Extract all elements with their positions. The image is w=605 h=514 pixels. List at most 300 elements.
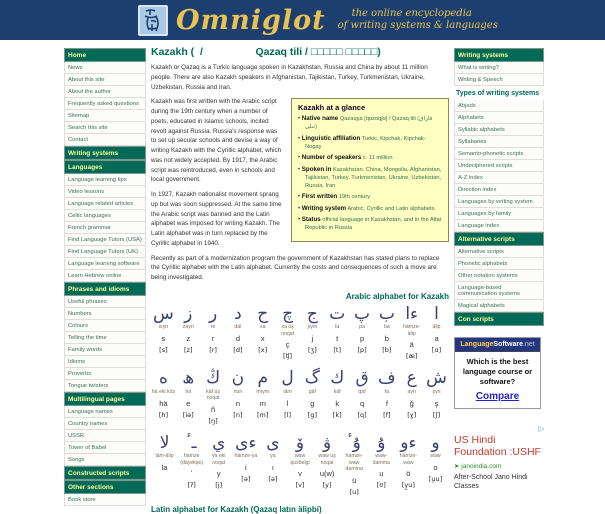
sidebar-link[interactable]: Tongue twisters — [64, 380, 146, 392]
alphabet-letter — [250, 369, 275, 425]
sidebar-section — [64, 160, 146, 282]
alphabet-letter — [205, 434, 232, 496]
alphabet-letter — [374, 305, 399, 361]
sidebar-section-header: Writing systems — [64, 146, 146, 160]
letter-name: hämze-waw damma — [345, 453, 363, 473]
arabic-glyph: ۆ — [295, 432, 305, 453]
alphabet-row — [151, 305, 449, 361]
latin-equivalent: i — [244, 463, 247, 473]
sidebar-section — [64, 282, 146, 392]
latin-equivalent: ş — [434, 398, 439, 408]
sidebar-section — [64, 480, 146, 506]
latin-equivalent: ü — [352, 475, 357, 485]
ipa-value: [y̯u] — [401, 481, 415, 490]
latin-equivalent: ç — [285, 340, 290, 350]
alphabet-letter — [151, 434, 178, 496]
ipa-value: [h] — [158, 410, 169, 419]
arabic-glyph: ف — [378, 368, 396, 389]
sidebar-link[interactable]: Language index — [454, 220, 544, 232]
latin-equivalent: z — [186, 334, 191, 344]
latin-equivalent: n — [235, 398, 240, 408]
letter-name: ya eki noqat — [211, 453, 226, 466]
letter-name: qaf — [358, 388, 366, 395]
sidebar-link[interactable]: Find Language Tutors (UK) — [64, 246, 146, 258]
ipa-value: [ə] — [268, 475, 278, 484]
arabic-glyph: ع — [406, 368, 417, 389]
arabic-glyph: ر — [208, 303, 218, 324]
fact-value: Arabic, Cyrillic and Latin alphabets — [347, 205, 435, 212]
language-software-ad[interactable] — [454, 337, 541, 409]
fact-value: official language in Kazakhstan, and in the Altai Republic in Russia — [305, 217, 442, 232]
letter-name: waw-damma — [372, 453, 390, 466]
latin-equivalent: q — [359, 398, 365, 408]
glance-fact — [298, 115, 442, 132]
ad-display-url[interactable]: ➤ janoindia.com — [454, 463, 502, 471]
arabic-glyph: ڭ — [206, 368, 221, 389]
bullet-icon: • — [298, 166, 302, 173]
sidebar-link[interactable]: Language names — [64, 406, 146, 418]
latin-equivalent: t — [336, 334, 339, 344]
sidebar-link[interactable]: Tower of Babel — [64, 442, 146, 454]
ipa-value: [r] — [209, 346, 217, 355]
alphabet-letter — [286, 434, 313, 496]
arabic-alphabet-table — [151, 305, 449, 496]
ipa-value: [ɑ] — [431, 346, 442, 355]
ipa-value: [z] — [184, 346, 193, 355]
glance-fact — [298, 154, 442, 163]
ipa-value: [v] — [295, 481, 305, 490]
letter-name: nun — [233, 388, 243, 395]
sidebar-section — [64, 392, 146, 466]
letter-name: hä eki köz — [151, 388, 176, 395]
ipa-value: [q] — [357, 410, 367, 419]
kazakh-at-a-glance-box — [291, 98, 449, 241]
compare-link[interactable]: Compare — [475, 391, 520, 403]
glance-fact — [298, 166, 442, 191]
ipa-value: [b] — [382, 346, 392, 355]
tagline-line1: the online encyclopedia — [351, 7, 472, 19]
history-paragraph-3: Recently as part of a modernization program the government of Kazakhstan has stated plans to replace the Cyrillic alphabet with the Latin alphabet. Currently the costs and consequences of such a move are being investigated. — [151, 254, 440, 281]
latin-equivalent: y — [216, 469, 221, 479]
latin-equivalent: j — [311, 334, 314, 344]
arabic-glyph: د — [234, 303, 242, 324]
ipa-value: [ə] — [241, 475, 251, 484]
latin-equivalent: v — [298, 469, 302, 479]
arabic-glyph: ك — [330, 368, 345, 389]
latin-equivalent: m — [259, 398, 266, 408]
main-content — [151, 46, 449, 514]
con-scripts-header: Con scripts — [454, 312, 544, 326]
types-links — [454, 100, 544, 232]
bullet-icon: • — [298, 217, 302, 224]
alphabet-letter — [151, 305, 176, 361]
sidebar-link[interactable]: Country names — [64, 418, 146, 430]
arabic-glyph: ۋ — [323, 432, 332, 453]
ipa-value: [ʔ] — [187, 481, 196, 490]
types-of-writing-systems-header: Types of writing systems — [456, 90, 540, 97]
sidebar-link[interactable]: Contact — [64, 134, 146, 146]
sidebar-link[interactable]: Learn Hebrew online — [64, 270, 146, 282]
letter-name: gäf — [308, 388, 316, 395]
latin-equivalent: a — [434, 334, 439, 344]
sidebar-link[interactable]: Alternative scripts — [454, 246, 544, 258]
letter-name: waw üş noqat — [318, 453, 336, 466]
ipa-value: [ʧ] — [283, 352, 293, 361]
sidebar-link[interactable]: Colours — [64, 320, 146, 332]
sidebar-link[interactable]: Frequently asked questions — [64, 98, 146, 110]
latin-equivalent: la — [161, 463, 168, 473]
alphabet-letter — [151, 369, 176, 425]
latin-equivalent: g — [310, 398, 315, 408]
alphabet-letter — [275, 369, 300, 425]
sidebar-link[interactable]: Celtic languages — [64, 210, 146, 222]
letter-name: ba — [383, 324, 390, 331]
letter-name: mıym — [256, 388, 270, 395]
arabic-glyph: ت — [329, 303, 346, 324]
letter-name: hä — [185, 388, 192, 395]
latin-equivalent: u — [379, 469, 384, 479]
letter-name: läm-älip — [155, 453, 174, 460]
latin-equivalent: s — [161, 334, 166, 344]
latin-equivalent: l — [286, 398, 289, 408]
ipa-value: [s] — [159, 346, 168, 355]
sidebar-link[interactable]: USSR — [64, 430, 146, 442]
sidebar-link[interactable]: Other notation systems — [454, 270, 544, 282]
alphabet-letter — [368, 434, 395, 496]
sidebar-section-items — [64, 406, 146, 466]
ipa-value: [iə] — [182, 410, 194, 419]
alphabet-row — [151, 369, 449, 425]
history-paragraph-1: Kazakh was first written with the Arabic script during the 19th century when a number of poets, educated in Islamic schools, incited revolt against Russia. Russia's response was to set up secular schools and devise a way of writing Kazakh with the Cyrillic alphabet, which was not widely accepted. By 1917, the Arabic script was reintroduced, even in schools and local government. — [151, 98, 282, 184]
sidebar-section-header: Constructed scripts — [64, 466, 146, 480]
fact-value: Qazaqşa [qɑzɑqʃɑ] / Qazaq tili (قازاق تىلى) — [305, 116, 433, 131]
sidebar-link[interactable]: Phonetic alphabets — [454, 258, 544, 270]
sidebar-link[interactable]: Numbers — [64, 308, 146, 320]
alternative-scripts-links — [454, 246, 544, 312]
sidebar-link[interactable]: Idioms — [64, 356, 146, 368]
letter-name: älip — [432, 324, 441, 331]
arabic-glyph: چ — [282, 303, 294, 324]
arabic-glyph: ۇٴ — [347, 432, 361, 453]
ad-question-text: Which is the best language course or software? — [462, 357, 533, 386]
us-hindi-foundation-ad[interactable] — [454, 425, 544, 491]
letter-name: ayn — [407, 388, 416, 395]
ipa-value: [d] — [233, 346, 243, 355]
fact-label: First written — [301, 193, 338, 201]
latin-equivalent: o — [433, 463, 438, 473]
site-title[interactable]: Omniglot — [176, 4, 326, 36]
alphabet-letter — [178, 434, 205, 496]
sidebar-link[interactable]: Songs — [64, 454, 146, 466]
latin-equivalent: ğ — [409, 398, 414, 408]
sidebar-link[interactable]: Video lessons — [64, 186, 146, 198]
letter-name: pa — [359, 324, 365, 331]
seal-script-glyph — [142, 8, 164, 33]
sidebar-section — [64, 466, 146, 480]
letter-name: ta — [335, 324, 340, 331]
adchoices-icon[interactable]: ▷ — [538, 426, 544, 434]
arabic-glyph: ق — [355, 368, 369, 389]
arabic-alphabet-heading: Arabic alphabet for Kazakh — [345, 291, 449, 301]
letter-name: re — [210, 324, 216, 331]
sidebar-link[interactable]: Direction index — [454, 184, 544, 196]
alphabet-letter — [176, 305, 201, 361]
alphabet-letter — [325, 369, 350, 425]
arabic-glyph: پ — [354, 303, 371, 324]
ipa-value: [ʒ] — [307, 346, 317, 355]
arabic-glyph: ح — [257, 303, 269, 324]
sidebar-link[interactable]: Languages by writing system — [454, 196, 544, 208]
arabic-glyph: ى — [266, 432, 280, 453]
bullet-icon: • — [298, 116, 302, 123]
site-tagline — [338, 8, 498, 33]
history-paragraph-2: In 1927, Kazakh nationalist movement sprang up but was soon suppressed. At the same time the Arabic script was banned and the Latin alphabet was imposed for writing Kazakh. The Latin alphabet was in turn replaced by the Cyrillic alphabet in 1940. — [151, 191, 282, 247]
sidebar-section-items — [64, 296, 146, 392]
sidebar-link[interactable]: News — [64, 62, 146, 74]
alternative-scripts-header: Alternative scripts — [454, 232, 544, 246]
intro-paragraph: Kazakh or Qazaq is a Turkic language spoken in Kazakhstan, Russia and China by about 11 million people. There are also Kazakh speakers in Afghanistan, Tajikistan, Turkey, Turkmenistan, Ukraine, Uzbekistan, Russia and Iran. — [151, 64, 428, 91]
sidebar-link[interactable]: Language related articles — [64, 198, 146, 210]
ipa-value: [u̯u] — [428, 475, 443, 484]
sidebar-link[interactable]: Magical alphabets — [454, 300, 544, 312]
alphabet-letter — [225, 305, 250, 361]
sidebar-link[interactable]: Languages by family — [454, 208, 544, 220]
sidebar-link[interactable]: Semanto-phonetic scripts — [454, 148, 544, 160]
site-header — [0, 0, 605, 40]
arabic-glyph: ل — [281, 368, 294, 389]
latin-equivalent: p — [359, 334, 365, 344]
page-content — [0, 40, 605, 514]
latin-alphabet-heading: Latin alphabet for Kazakh (Qazaq latın älipbi) — [151, 504, 322, 514]
sidebar-link[interactable]: Find Language Tutors (USA) — [64, 234, 146, 246]
sidebar-link[interactable]: Alphabets — [454, 112, 544, 124]
sidebar-link[interactable]: Telling the time — [64, 332, 146, 344]
arabic-glyph: ءى — [235, 432, 257, 453]
arabic-glyph: ز — [184, 303, 193, 324]
arabic-glyph: ۇ — [377, 432, 386, 453]
page-title: Kazakh ( / Qazaq tili / □□□□□ □□□□□) — [151, 46, 381, 58]
ipa-value: [p] — [357, 346, 367, 355]
letter-name: waw qusbelgi — [290, 453, 310, 466]
alphabet-letter — [350, 305, 375, 361]
sidebar-link[interactable]: Abjads — [454, 100, 544, 112]
sidebar-section — [64, 146, 146, 160]
ad-title-link[interactable]: US Hindi Foundation :USHF — [454, 434, 541, 459]
alphabet-letter — [325, 305, 350, 361]
arabic-glyph: س — [153, 303, 174, 324]
ipa-value: [ŋ] — [208, 416, 218, 425]
arabic-glyph: م — [257, 368, 268, 389]
glance-fact — [298, 205, 442, 214]
arabic-glyph: ءو — [400, 432, 417, 453]
fact-value: 19th century — [338, 194, 371, 201]
sidebar-section-header: Languages — [64, 160, 146, 174]
omniglot-logo-icon[interactable] — [138, 5, 168, 36]
sidebar-link[interactable]: Language learning software — [64, 258, 146, 270]
sidebar-section-items — [64, 62, 146, 146]
arabic-glyph: ـٴ — [186, 432, 197, 453]
arabic-glyph: ھ — [182, 368, 195, 389]
arabic-glyph: گ — [304, 368, 320, 389]
sidebar-link[interactable]: Writing & Speech — [454, 74, 544, 86]
alphabet-row — [151, 434, 449, 496]
letter-name: ya — [270, 453, 276, 460]
glance-fact — [298, 193, 442, 202]
alphabet-letter — [201, 369, 226, 425]
alphabet-letter — [350, 369, 375, 425]
sidebar-link[interactable]: Syllabaries — [454, 136, 544, 148]
ipa-value: [g] — [307, 410, 317, 419]
alphabet-letter — [232, 434, 259, 496]
alphabet-letter — [250, 305, 275, 361]
sidebar-link[interactable]: Useful phrases — [64, 296, 146, 308]
alphabet-letter — [424, 369, 449, 425]
sidebar-link[interactable]: Language learning tips — [64, 174, 146, 186]
ad-description: After-School Jano Hindi Classes — [454, 474, 528, 491]
visit-site-arrow-icon: ➤ — [454, 463, 460, 471]
bullet-icon: • — [298, 194, 302, 201]
left-sidebar — [64, 48, 146, 506]
latin-equivalent: e — [186, 398, 191, 408]
sidebar-link[interactable]: Family words — [64, 344, 146, 356]
tagline-line2: of writing systems & languages — [337, 20, 498, 31]
sidebar-section-items — [64, 494, 146, 506]
alphabet-letter — [424, 305, 449, 361]
arabic-glyph: و — [431, 432, 440, 453]
letter-name: şyn — [432, 388, 441, 395]
ipa-value: [t] — [333, 346, 342, 355]
fact-label: Status — [301, 216, 321, 224]
sidebar-link[interactable]: Syllabic alphabets — [454, 124, 544, 136]
sidebar-link[interactable]: About this site — [64, 74, 146, 86]
alphabet-letter — [399, 305, 424, 361]
sidebar-link[interactable]: Book store — [64, 494, 146, 506]
writing-systems-links — [454, 62, 544, 86]
alphabet-letter — [300, 305, 325, 361]
latin-equivalent: f — [385, 398, 388, 408]
latin-equivalent: d — [235, 334, 240, 344]
latin-equivalent: r — [211, 334, 215, 344]
ipa-value: [y] — [322, 481, 332, 490]
alphabet-letter — [300, 369, 325, 425]
ipa-value: [æ] — [405, 352, 418, 361]
arabic-glyph: لا — [159, 432, 170, 453]
writing-systems-header: Writing systems — [454, 48, 544, 62]
arabic-glyph: ا — [434, 303, 439, 324]
sidebar-section-header: Other sections — [64, 480, 146, 494]
glance-fact — [298, 135, 442, 152]
letter-name: jıym — [307, 324, 318, 331]
fact-label: Linguistic affiliation — [301, 134, 361, 142]
letter-name: waw — [430, 453, 441, 460]
glance-facts — [298, 115, 442, 233]
bullet-icon: • — [298, 155, 302, 162]
letter-name: zayn — [182, 324, 194, 331]
alphabet-letter — [395, 434, 422, 496]
glance-fact — [298, 216, 442, 233]
letter-name: hämze-waw — [399, 453, 418, 466]
latin-equivalent: ñ — [210, 404, 216, 414]
latin-equivalent: ä — [409, 340, 414, 350]
sidebar-section-items — [64, 174, 146, 282]
latin-equivalent: ʼ — [190, 469, 193, 479]
latin-equivalent: hä — [159, 398, 168, 408]
latin-equivalent: x — [260, 334, 265, 344]
sidebar-section-header: Multilingual pages — [64, 392, 146, 406]
arabic-glyph: ن — [231, 368, 245, 389]
bullet-icon: • — [298, 205, 302, 212]
right-sidebar — [454, 48, 544, 492]
glance-title: Kazakh at a glance — [298, 103, 366, 113]
sidebar-link[interactable]: Proverbs — [64, 368, 146, 380]
letter-name: sıyn — [158, 324, 169, 331]
fact-label: Number of speakers — [301, 154, 362, 162]
sidebar-section — [64, 48, 146, 146]
fact-value: c. 11 million — [362, 155, 393, 162]
letter-name: hämze (däyekşe) — [180, 453, 204, 466]
sidebar-link[interactable]: Search this site — [64, 122, 146, 134]
ipa-value: [ʃ] — [432, 410, 441, 419]
sidebar-link[interactable]: About the author — [64, 86, 146, 98]
letter-name: xa — [259, 324, 266, 331]
letter-name: fa — [384, 388, 390, 395]
alphabet-letter — [225, 369, 250, 425]
arabic-glyph: ب — [378, 303, 395, 324]
fact-value: Turkic, Kipchak, Kipchak-Nogay — [305, 135, 426, 150]
sidebar-link[interactable]: Undeciphered scripts — [454, 160, 544, 172]
latin-equivalent: ı — [271, 463, 274, 473]
ipa-value: [m] — [257, 410, 269, 419]
bullet-icon: • — [298, 135, 302, 142]
ipa-value: [n] — [233, 410, 243, 419]
alphabet-letter — [176, 369, 201, 425]
ipa-value: [k] — [332, 410, 342, 419]
letter-name: käf üş noqat — [206, 388, 220, 402]
sidebar-link[interactable]: What is writing? — [454, 62, 544, 74]
letter-name: käf — [333, 388, 341, 395]
latin-equivalent: ö — [406, 469, 411, 479]
letter-name: hämze-ya — [234, 453, 258, 460]
letter-name: xa üş noqat — [281, 324, 295, 337]
fact-label: Spoken in — [301, 165, 332, 173]
sidebar-link[interactable]: Language-based communication systems — [454, 282, 544, 300]
alphabet-letter — [374, 369, 399, 425]
arabic-glyph: ءا — [405, 303, 419, 324]
ipa-value: [x] — [258, 346, 268, 355]
latin-equivalent: u(w) — [319, 469, 335, 479]
latin-equivalent: k — [335, 398, 340, 408]
sidebar-section-header: Home — [64, 48, 146, 62]
sidebar-section-header: Phrases and idioms — [64, 282, 146, 296]
latin-equivalent: b — [384, 334, 389, 344]
alphabet-letter — [275, 305, 300, 361]
sidebar-link[interactable]: A-Z index — [454, 172, 544, 184]
alphabet-letter — [399, 369, 424, 425]
sidebar-link[interactable]: French grammar — [64, 222, 146, 234]
sidebar-link[interactable]: Sitemap — [64, 110, 146, 122]
arabic-glyph: ي — [212, 432, 226, 453]
ipa-value: [u] — [349, 487, 359, 496]
ipa-value: [l] — [284, 410, 291, 419]
letter-name: hämze-älip — [403, 324, 421, 337]
ipa-value: [ɣ] — [407, 410, 417, 419]
fact-label: Writing system — [301, 204, 347, 212]
alphabet-letter — [422, 434, 449, 496]
alphabet-letter — [314, 434, 341, 496]
letter-name: däl — [234, 324, 242, 331]
fact-label: Native name — [301, 115, 339, 123]
arabic-glyph: ە — [158, 368, 168, 389]
